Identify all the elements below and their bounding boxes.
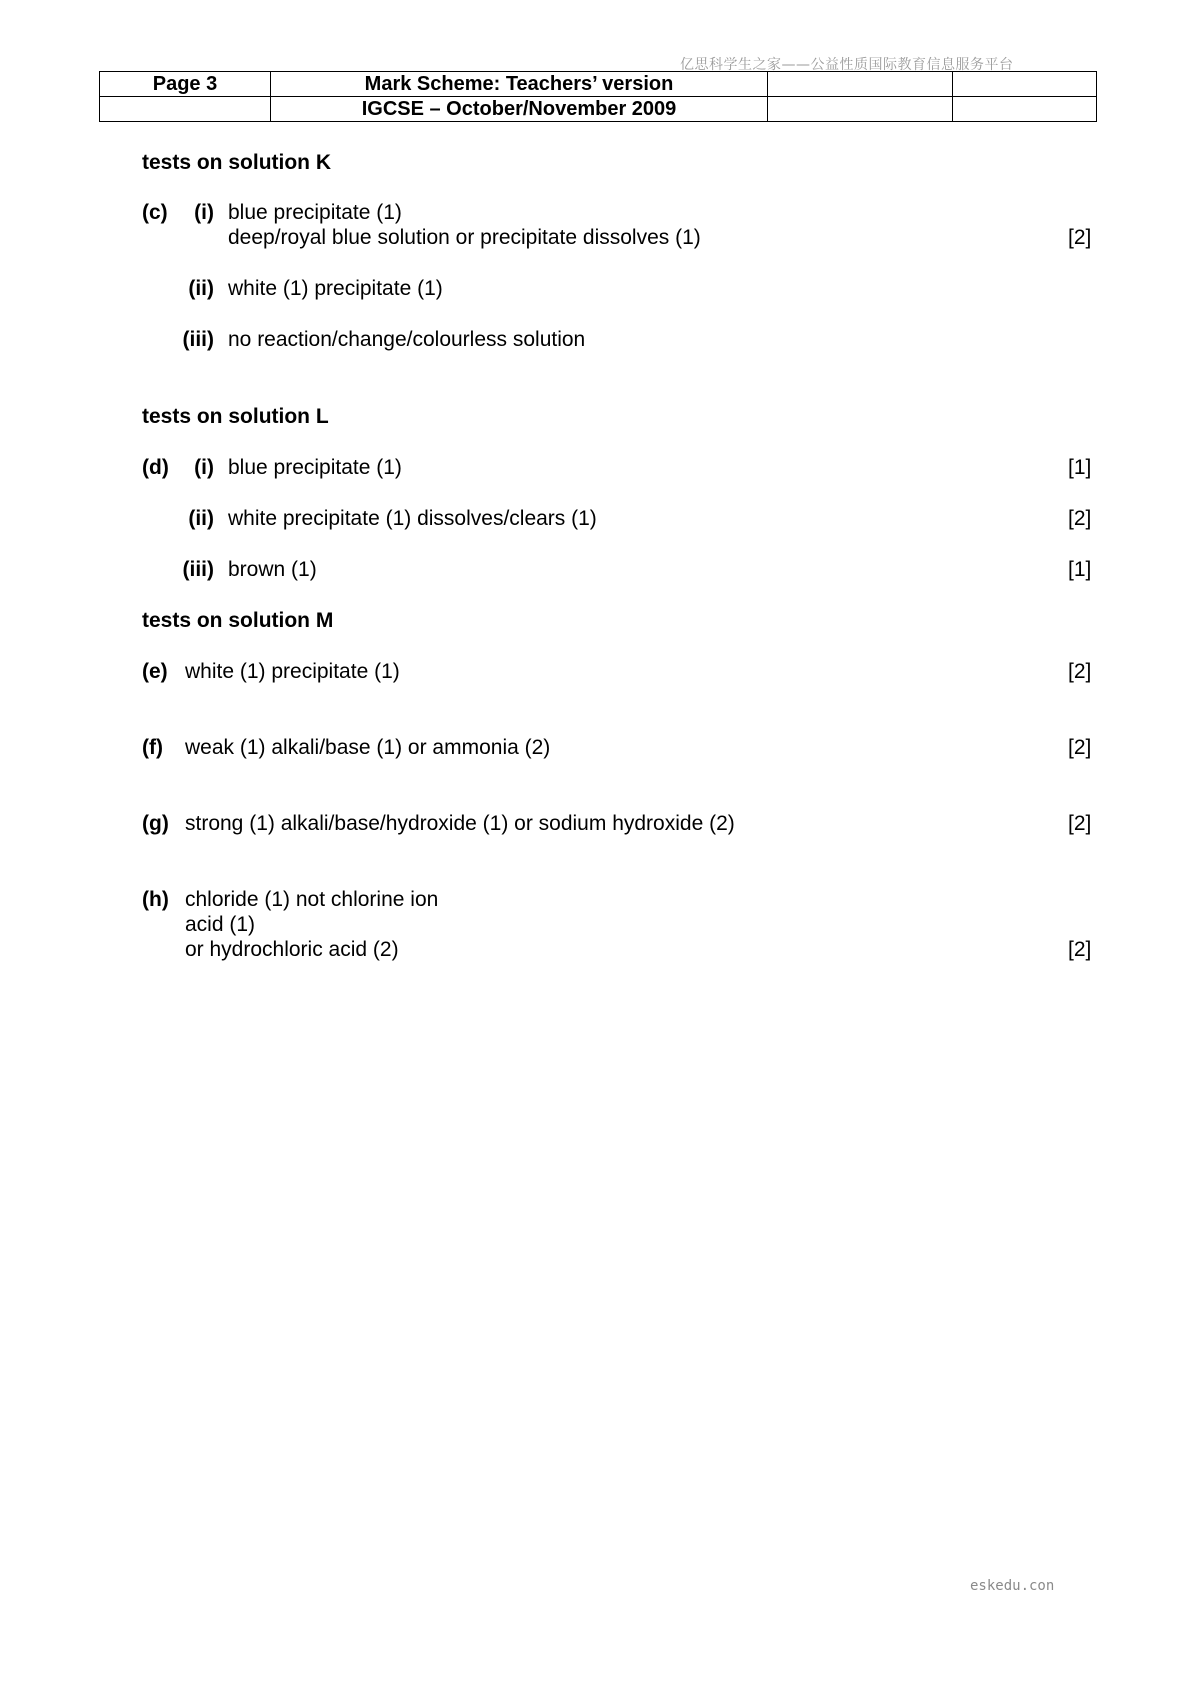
answer-h-line3: or hydrochloric acid (2) bbox=[185, 938, 399, 961]
mark-d-ii: [2] bbox=[1068, 507, 1092, 530]
mark-h: [2] bbox=[1068, 938, 1092, 961]
section-heading-m: tests on solution M bbox=[142, 609, 334, 632]
question-label-f: (f) bbox=[142, 736, 163, 759]
answer-d-iii: brown (1) bbox=[228, 558, 317, 581]
answer-h-line2: acid (1) bbox=[185, 913, 256, 936]
document-subtitle: IGCSE – October/November 2009 bbox=[271, 97, 768, 122]
part-label-d-ii: (ii) bbox=[188, 507, 214, 530]
question-label-d: (d) bbox=[142, 456, 169, 479]
answer-d-ii: white precipitate (1) dissolves/clears (1) bbox=[228, 507, 597, 530]
watermark-top: 亿思科学生之家——公益性质国际教育信息服务平台 bbox=[680, 57, 1014, 73]
answer-e: white (1) precipitate (1) bbox=[185, 660, 400, 683]
part-label-d-iii: (iii) bbox=[182, 558, 214, 581]
page-number: Page 3 bbox=[100, 72, 271, 97]
part-label-d-i: (i) bbox=[194, 456, 214, 479]
document-title: Mark Scheme: Teachers’ version bbox=[271, 72, 768, 97]
mark-g: [2] bbox=[1068, 812, 1092, 835]
header-empty-cell bbox=[100, 97, 271, 122]
header-empty-cell bbox=[768, 72, 953, 97]
answer-c-ii: white (1) precipitate (1) bbox=[228, 277, 443, 300]
part-label-c-ii: (ii) bbox=[188, 277, 214, 300]
part-label-c-iii: (iii) bbox=[182, 328, 214, 351]
mark-e: [2] bbox=[1068, 660, 1092, 683]
answer-f: weak (1) alkali/base (1) or ammonia (2) bbox=[185, 736, 551, 759]
answer-c-i-line1: blue precipitate (1) bbox=[228, 201, 402, 224]
mark-f: [2] bbox=[1068, 736, 1092, 759]
question-label-h: (h) bbox=[142, 888, 169, 911]
question-label-e: (e) bbox=[142, 660, 168, 683]
question-label-g: (g) bbox=[142, 812, 169, 835]
answer-d-i: blue precipitate (1) bbox=[228, 456, 402, 479]
part-label-c-i: (i) bbox=[194, 201, 214, 224]
mark-d-i: [1] bbox=[1068, 456, 1092, 479]
header-table bbox=[99, 71, 1097, 122]
watermark-bottom: eskedu.con bbox=[970, 1578, 1055, 1594]
header-empty-cell bbox=[953, 97, 1097, 122]
answer-c-i-line2: deep/royal blue solution or precipitate dissolves (1) bbox=[228, 226, 701, 249]
answer-h-line1: chloride (1) not chlorine ion bbox=[185, 888, 439, 911]
answer-g: strong (1) alkali/base/hydroxide (1) or sodium hydroxide (2) bbox=[185, 812, 735, 835]
question-label-c: (c) bbox=[142, 201, 168, 224]
mark-d-iii: [1] bbox=[1068, 558, 1092, 581]
answer-c-iii: no reaction/change/colourless solution bbox=[228, 328, 586, 351]
section-heading-k: tests on solution K bbox=[142, 151, 331, 174]
header-empty-cell bbox=[953, 72, 1097, 97]
section-heading-l: tests on solution L bbox=[142, 405, 329, 428]
mark-c-i: [2] bbox=[1068, 226, 1092, 249]
header-empty-cell bbox=[768, 97, 953, 122]
